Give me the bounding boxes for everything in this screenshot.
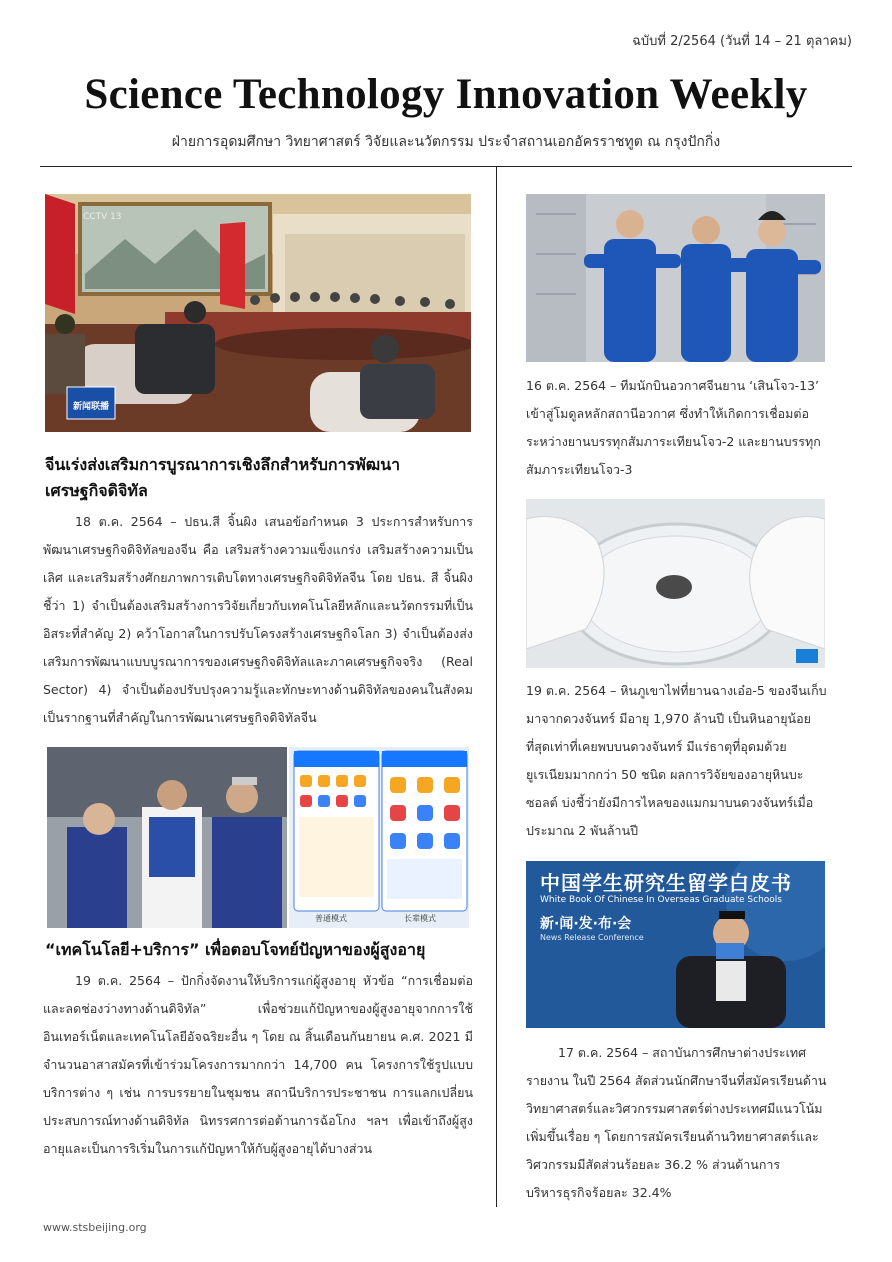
elderly-service-photo (47, 747, 469, 928)
cctv-watermark: CCTV 13 (83, 212, 122, 222)
article-moon-rock: 19 ต.ค. 2564 – หินภูเขาไฟที่ยานฉางเอ๋อ-5 ของจีนเก็บมาจากดวงจันทร์ มีอายุ 1,970 ล้านปี เป็นหินอายุน้อยที่สุดเท่าที่เคยพบบนดวงจันทร์ มีแร่ธาตุที่อุดมด้วยยูเรเนียมมากกว่า 50 ชนิด ผลการวิจัยของอายุหินบะซอลต์ บ่งชี้ว่ายังมีการไหลของแมกมาบนดวงจันทร์เมื่อประมาณ 2 พันล้านปี (526, 683, 827, 838)
article-shenzhou: 16 ต.ค. 2564 – ทีมนักบินอวกาศจีนยาน ‘เสินโจว-13’ เข้าสู่โมดูลหลักสถานีอวกาศ ซึ่งทำให้เกิดการเชื่อมต่อระหว่างยานบรรทุกสัมภาระเทียนโจว-2 และยานบรรทุกสัมภาระเทียนโจว-3 (526, 378, 821, 477)
header-divider (40, 166, 852, 167)
article-study-abroad: 17 ต.ค. 2564 – สถาบันการศึกษาต่างประเทศรายงาน ในปี 2564 สัดส่วนนักศึกษาจีนที่สมัครเรียนด้านวิทยาศาสตร์และวิศวกรรมศาสตร์ต่างประเทศมีแนวโน้มเพิ่มขึ้นเรื่อย ๆ โดยการสมัครเรียนด้านวิทยาศาสตร์และวิศวกรรมมีสัดส่วนร้อยละ 36.2 % ส่วนด้านการบริหารธุรกิจร้อยละ 32.4% (526, 1045, 827, 1200)
press-conference-photo (526, 861, 825, 1028)
footer-url[interactable]: www.stsbeijing.org (43, 1221, 147, 1234)
page-title: Science Technology Innovation Weekly (84, 71, 808, 118)
article-elderly-tech: 19 ต.ค. 2564 – ปักกิ่งจัดงานให้บริการแก่ผู้สูงอายุ หัวข้อ “การเชื่อมต่อและลดช่องว่างทางด้านดิจิทัล” เพื่อช่วยแก้ปัญหาของผู้สูงอายุจากการใช้อินเทอร์เน็ตและเทคโนโลยีอัจฉริยะอื่น ๆ โดย ณ สิ้นเดือนกันยายน ค.ศ. 2021 มีจำนวนอาสาสมัครที่เข้าร่วมโครงการมากกว่า 14,700 คน โครงการใช้รูปแบบบริการต่าง ๆ เช่น การบรรยายในชุมชน สถานีบริการประชาชน การแลกเปลี่ยนประสบการณ์ทางด้านดิจิทัล นิทรรศการต่อต้านการฉ้อโกง ฯลฯ เพื่อเข้าถึงผู้สูงอายุและเป็นการริเริ่มในการแก้ปัญหาให้กับผู้สูงอายุได้บางส่วน (43, 973, 473, 1156)
astronauts-photo (526, 194, 825, 362)
banner-chinese: 中国学生研究生留学白皮书 (540, 871, 792, 895)
news-badge: 新闻联播 (72, 402, 109, 412)
meeting-photo (45, 194, 471, 432)
page-subtitle: ฝ่ายการอุดมศึกษา วิทยาศาสตร์ วิจัยและนวัตกรรม ประจำสถานเอกอัครราชทูต ณ กรุงปักกิ่ง (171, 134, 721, 150)
banner-chinese-2: 新·闻·发·布·会 (540, 916, 632, 932)
elder-mode-label: 长辈模式 (404, 914, 436, 923)
banner-english: White Book Of Chinese In Overseas Graduate Schools (540, 895, 782, 905)
moon-rock-photo (526, 499, 825, 668)
column-divider (496, 167, 497, 1207)
article-digital-economy: 18 ต.ค. 2564 – ปธน.สี จิ้นผิง เสนอข้อกำหนด 3 ประการสำหรับการพัฒนาเศรษฐกิจดิจิทัลของจีน คือ เสริมสร้างความแข็งแกร่ง เสริมสร้างความเป็นเลิศ และเสริมสร้างศักยภาพการเติบโตทางเศรษฐกิจดิจิทัลจีน โดย ปธน. สี จิ้นผิง ชี้ว่า 1) จำเป็นต้องเสริมสร้างการวิจัยเกี่ยวกับเทคโนโลยีหลักและนวัตกรรมที่เป็นอิสระที่สำคัญ 2) คว้าโอกาสในการปรับโครงสร้างเศรษฐกิจโลก 3) จำเป็นต้องส่งเสริมการพัฒนาแบบบูรณาการของเศรษฐกิจดิจิทัลและภาคเศรษฐกิจจริง (Real Sector) 4) จำเป็นต้องปรับปรุงความรู้และทักษะทางด้านดิจิทัลของคนในสังคม เป็นรากฐานที่สำคัญในการพัฒนาเศรษฐกิจดิจิทัลจีน (43, 514, 473, 725)
headline-elderly-tech: “เทคโนโลยี+บริการ” เพื่อตอบโจทย์ปัญหาของผู้สูงอายุ (45, 940, 426, 959)
issue-info: ฉบับที่ 2/2564 (วันที่ 14 – 21 ตุลาคม) (632, 34, 852, 49)
normal-mode-label: 普通模式 (315, 914, 347, 923)
banner-english-2: News Release Conference (540, 933, 644, 942)
headline-digital-economy: จีนเร่งส่งเสริมการบูรณาการเชิงลึกสำหรับการพัฒนาเศรษฐกิจดิจิทัล (45, 455, 401, 500)
